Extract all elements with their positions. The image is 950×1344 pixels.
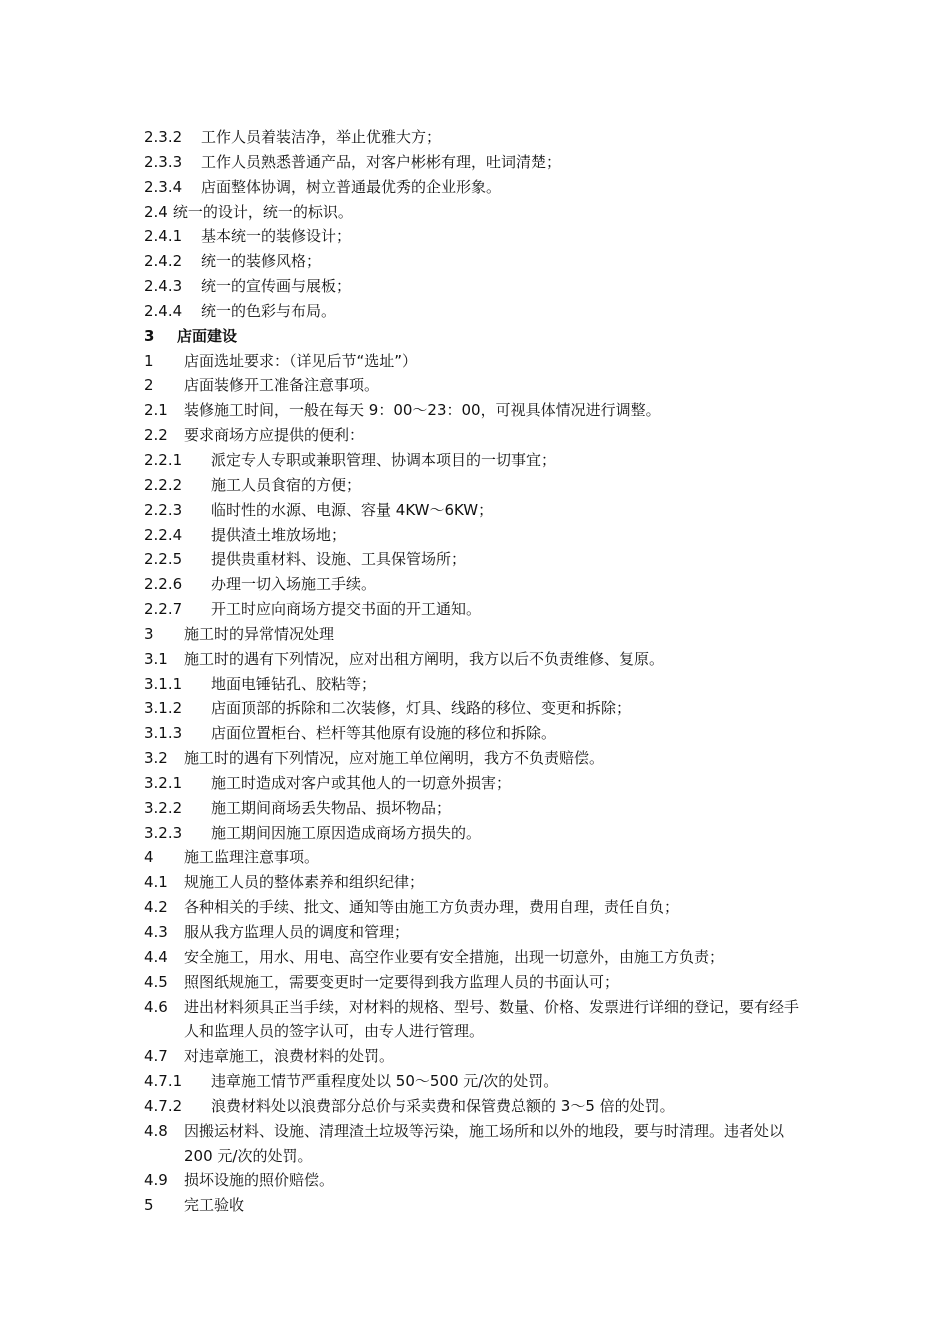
item-number: 3.2.1: [144, 773, 183, 792]
list-item: [144, 597, 814, 622]
list-item: [144, 796, 814, 821]
item-number: 2.3.2: [144, 128, 183, 146]
item-number: 3.1.2: [144, 699, 183, 718]
item-number: 3: [144, 624, 154, 643]
list-item: [144, 746, 814, 771]
item-number: 4.6: [144, 997, 168, 1016]
item-text: 地面电锤钻孔、胶粘等；: [211, 674, 377, 693]
item-number: 3.1: [144, 649, 168, 668]
item-number: 3.2.2: [144, 798, 183, 817]
item-text: 违章施工情节严重程度处以 50～500 元/次的处罚。: [211, 1072, 559, 1091]
item-text: 因搬运材料、设施、清理渣土垃圾等污染，施工场所和以外的地段，要与时清理。违者处以 200 元/次的处罚。: [184, 1121, 785, 1165]
list-item: [144, 1193, 814, 1218]
list-item: [144, 945, 814, 970]
item-text: 损坏设施的照价赔偿。: [184, 1171, 335, 1190]
list-item: [144, 125, 814, 150]
item-number: 4.5: [144, 972, 168, 991]
list-item: [144, 299, 814, 324]
list-item: [144, 547, 814, 572]
item-text: 店面整体协调，树立普通最优秀的企业形象。: [201, 177, 502, 196]
item-number: 2.2.7: [144, 600, 183, 619]
document-body: [144, 125, 814, 1218]
item-number: 4: [144, 848, 154, 867]
item-number: 2.3.4: [144, 177, 183, 196]
list-item: [144, 870, 814, 895]
item-number: 2.2.6: [144, 575, 183, 594]
list-item: [144, 920, 814, 945]
item-number: 2.2.5: [144, 550, 183, 569]
list-item: [144, 1069, 814, 1094]
item-number: 4.7.1: [144, 1072, 183, 1091]
section-title: 店面建设: [177, 326, 238, 345]
item-text: 工作人员着装洁净，举止优雅大方；: [201, 128, 442, 146]
item-text: 临时性的水源、电源、容量 4KW～6KW；: [211, 500, 494, 519]
list-item: [144, 349, 814, 374]
list-item: [144, 647, 814, 672]
list-item: [144, 274, 814, 299]
item-text: 要求商场方应提供的便利：: [184, 426, 365, 445]
item-number: 4.8: [144, 1121, 168, 1140]
item-text: 施工人员食宿的方便；: [211, 475, 362, 494]
list-item: [144, 473, 814, 498]
item-text: 店面位置柜台、栏杆等其他原有设施的移位和拆除。: [211, 724, 557, 743]
item-text: 统一的设计，统一的标识。: [172, 202, 353, 221]
item-number: 3.1.1: [144, 674, 183, 693]
item-number: 2.4.4: [144, 301, 183, 320]
list-item: [144, 821, 814, 846]
item-number: 2.2.4: [144, 525, 183, 544]
list-item: [144, 995, 814, 1045]
item-text: 各种相关的手续、批文、通知等由施工方负责办理，费用自理，责任自负；: [184, 898, 680, 917]
item-text: 装修施工时间，一般在每天 9：00～23：00，可视具体情况进行调整。: [184, 401, 661, 420]
list-item: [144, 150, 814, 175]
section-heading: [144, 324, 814, 349]
item-number: 2.4.3: [144, 277, 183, 296]
list-item: [144, 523, 814, 548]
list-item: [144, 498, 814, 523]
item-number: 3.2.3: [144, 823, 183, 842]
item-text: 施工时造成对客户或其他人的一切意外损害；: [211, 773, 512, 792]
item-text: 提供渣土堆放场地；: [211, 525, 347, 544]
item-text: 店面顶部的拆除和二次装修，灯具、线路的移位、变更和拆除；: [211, 699, 632, 718]
item-text: 照图纸规施工，需要变更时一定要得到我方监理人员的书面认可；: [184, 972, 620, 991]
item-number: 4.9: [144, 1171, 168, 1190]
item-number: 2.4.2: [144, 252, 183, 271]
list-item: [144, 1044, 814, 1069]
item-number: 2.2.1: [144, 450, 183, 469]
item-number: 1: [144, 351, 154, 370]
item-text: 施工期间因施工原因造成商场方损失的。: [211, 823, 482, 842]
item-number: 4.7: [144, 1047, 168, 1066]
item-text: 安全施工，用水、用电、高空作业要有安全措施，出现一切意外，由施工方负责；: [184, 947, 725, 966]
item-text: 进出材料须具正当手续，对材料的规格、型号、数量、价格、发票进行详细的登记，要有经手人和监理人员的签字认可，由专人进行管理。: [184, 997, 800, 1041]
item-number: 3.1.3: [144, 724, 183, 743]
list-item: [144, 200, 814, 225]
item-number: 5: [144, 1196, 154, 1215]
item-number: 2.4.1: [144, 227, 183, 246]
item-text: 施工期间商场丢失物品、损坏物品；: [211, 798, 452, 817]
list-item: [144, 721, 814, 746]
item-number: 4.4: [144, 947, 168, 966]
list-item: [144, 696, 814, 721]
list-item: [144, 572, 814, 597]
list-item: [144, 373, 814, 398]
list-item: [144, 622, 814, 647]
list-item: [144, 175, 814, 200]
list-item: [144, 672, 814, 697]
item-text: 工作人员熟悉普通产品，对客户彬彬有理，吐词清楚；: [201, 152, 562, 171]
item-text: 完工验收: [184, 1196, 245, 1215]
item-number: 2.1: [144, 401, 168, 420]
item-number: 3.2: [144, 749, 168, 768]
list-item: [144, 224, 814, 249]
item-number: 2.2.3: [144, 500, 183, 519]
item-text: 基本统一的装修设计；: [201, 227, 352, 246]
item-number: 4.1: [144, 873, 168, 892]
section-number: 3: [144, 326, 155, 345]
item-number: 2: [144, 376, 154, 395]
item-number: 4.2: [144, 898, 168, 917]
item-text: 提供贵重材料、设施、工具保管场所；: [211, 550, 467, 569]
list-item: [144, 895, 814, 920]
item-text: 施工时的遇有下列情况，应对施工单位阐明，我方不负责赔偿。: [184, 749, 605, 768]
item-text: 浪费材料处以浪费部分总价与采卖费和保管费总额的 3～5 倍的处罚。: [211, 1096, 675, 1115]
item-number: 2.3.3: [144, 152, 183, 171]
item-text: 统一的色彩与布局。: [201, 301, 337, 320]
item-text: 办理一切入场施工手续。: [211, 575, 377, 594]
list-item: [144, 1168, 814, 1193]
item-text: 规施工人员的整体素养和组织纪律；: [184, 873, 425, 892]
item-number: 2.4: [144, 202, 168, 221]
list-item: [144, 448, 814, 473]
list-item: [144, 423, 814, 448]
item-number: 2.2: [144, 426, 168, 445]
item-number: 2.2.2: [144, 475, 183, 494]
item-number: 4.7.2: [144, 1096, 183, 1115]
list-item: [144, 1094, 814, 1119]
list-item: [144, 249, 814, 274]
item-text: 统一的宣传画与展板；: [201, 277, 352, 296]
item-text: 开工时应向商场方提交书面的开工通知。: [211, 600, 482, 619]
item-text: 服从我方监理人员的调度和管理；: [184, 923, 410, 941]
item-text: 施工时的遇有下列情况，应对出租方阐明，我方以后不负责维修、复原。: [184, 649, 665, 668]
item-text: 店面选址要求：（详见后节“选址”）: [184, 351, 418, 370]
item-text: 施工时的异常情况处理: [184, 624, 335, 643]
list-item: [144, 1119, 814, 1169]
item-text: 派定专人专职或兼职管理、协调本项目的一切事宜；: [211, 450, 557, 469]
list-item: [144, 771, 814, 796]
item-text: 店面装修开工准备注意事项。: [184, 376, 380, 395]
item-number: 4.3: [144, 923, 168, 941]
item-text: 对违章施工，浪费材料的处罚。: [184, 1047, 395, 1066]
list-item: [144, 398, 814, 423]
list-item: [144, 845, 814, 870]
item-text: 统一的装修风格；: [201, 252, 322, 271]
list-item: [144, 970, 814, 995]
item-text: 施工监理注意事项。: [184, 848, 320, 867]
